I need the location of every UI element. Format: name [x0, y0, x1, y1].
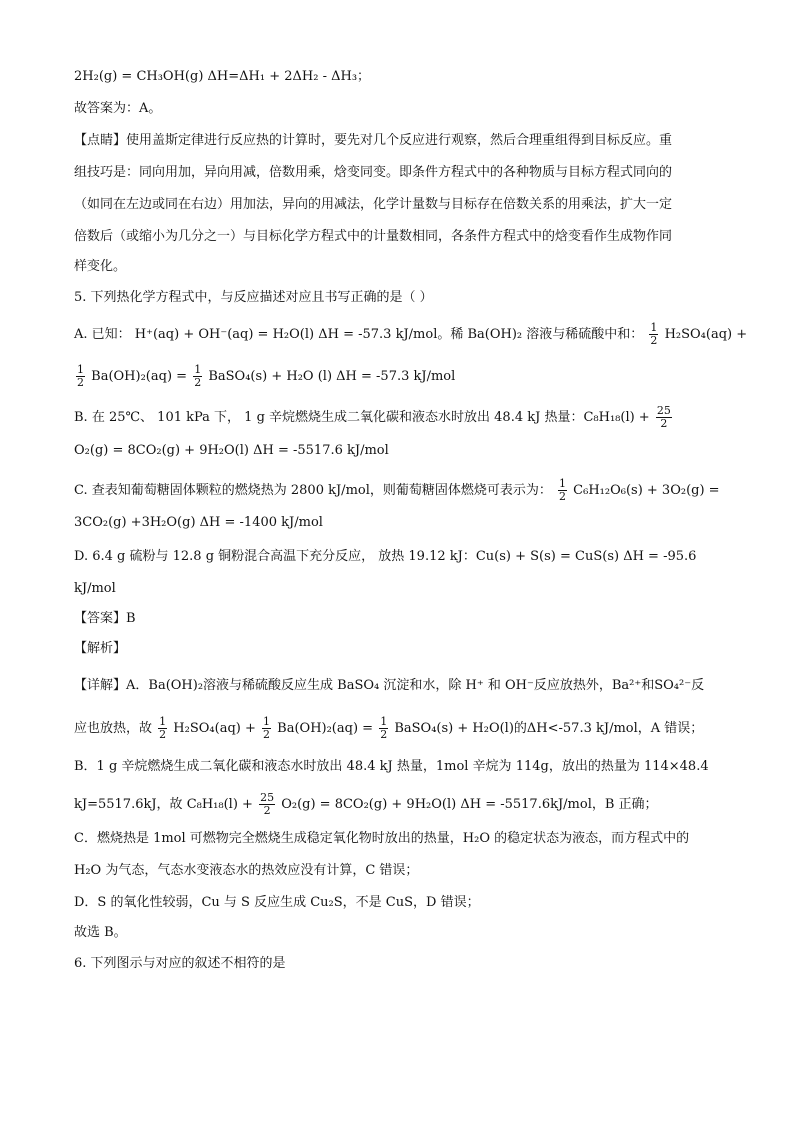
text-line: 故答案为：A。	[74, 101, 162, 116]
detail-line-6: H₂O 为气态，气态水变液态水的热效应没有计算，C 错误；	[74, 863, 419, 878]
detail-line-5: C．燃烧热是 1mol 可燃物完全燃烧生成稳定氧化物时放出的热量，H₂O 的稳定状态为液态，而方程式中的	[74, 831, 690, 846]
option-a-tail: H₂SO₄(aq) +	[664, 327, 748, 342]
question-5-title: 5. 下列热化学方程式中，与反应描述对应且书写正确的是（ ）	[74, 290, 433, 305]
option-b-line-2: O₂(g) = 8CO₂(g) + 9H₂O(l) ΔH = -5517.6 kJ/mol	[74, 443, 389, 458]
detail-part: O₂(g) = 8CO₂(g) + 9H₂O(l) ΔH = -5517.6kJ/mol，B 正确；	[281, 797, 658, 812]
option-a-line-1	[74, 322, 747, 347]
fraction-half: $\frac{1}{2}$	[559, 477, 567, 503]
detail-part: kJ=5517.6kJ，故 C₈H₁₈(l) +	[74, 797, 253, 812]
fraction-half: $\frac{1}{2}$	[380, 715, 388, 741]
fraction-half: $\frac{1}{2}$	[159, 715, 167, 741]
option-b-line-1	[74, 405, 674, 430]
text-line: 【点睛】使用盖斯定律进行反应热的计算时，要先对几个反应进行观察，然后合理重组得到目标反应。重	[74, 133, 673, 148]
question-6-title: 6. 下列图示与对应的叙述不相符的是	[74, 956, 286, 971]
detail-part: Ba(OH)₂(aq) =	[277, 721, 374, 736]
analysis-label: 【解析】	[74, 641, 127, 656]
detail-line-4	[74, 792, 658, 817]
option-a-part: Ba(OH)₂(aq) =	[91, 369, 188, 384]
option-c-line-1	[74, 478, 720, 503]
option-d-line-2: kJ/mol	[74, 581, 116, 596]
text-line: 倍数后（或缩小为几分之一）与目标化学方程式中的计量数相同，各条件方程式中的焓变看作生成物作同	[74, 229, 673, 244]
detail-line-8: 故选 B。	[74, 925, 127, 940]
text-line: 组技巧是：同向用加，异向用减，倍数用乘，焓变同变。即条件方程式中的各种物质与目标方程式同向的	[74, 165, 673, 180]
option-d-line-1: D. 6.4 g 硫粉与 12.8 g 铜粉混合高温下充分反应， 放热 19.12 kJ：Cu(s) + S(s) = CuS(s) ΔH = -95.6	[74, 549, 697, 564]
fraction-25-2: $\frac{25}{2}$	[656, 404, 671, 430]
option-a-text: A. 已知： H⁺(aq) + OH⁻(aq) = H₂O(l) ΔH = -57.3 kJ/mol。稀 Ba(OH)₂ 溶液与稀硫酸中和：	[74, 327, 644, 342]
detail-part: 应也放热，故	[74, 721, 153, 736]
detail-part: H₂SO₄(aq) +	[173, 721, 256, 736]
detail-part: BaSO₄(s) + H₂O(l)的ΔH<-57.3 kJ/mol，A 错误；	[394, 721, 704, 736]
detail-line-2	[74, 716, 703, 741]
option-b-text: B. 在 25℃、 101 kPa 下， 1 g 辛烷燃烧生成二氧化碳和液态水时放出 48.4 kJ 热量：C₈H₁₈(l) +	[74, 410, 650, 425]
detail-line-1: 【详解】A．Ba(OH)₂溶液与稀硫酸反应生成 BaSO₄ 沉淀和水，除 H⁺ 和 OH⁻反应放热外，Ba²⁺和SO₄²⁻反	[74, 678, 705, 693]
text-line: （如同在左边或同在右边）用加法，异向的用减法，化学计量数与目标存在倍数关系的用乘法，扩大一定	[74, 197, 673, 212]
text-line: 样变化。	[74, 259, 127, 274]
option-c-line-2: 3CO₂(g) +3H₂O(g) ΔH = -1400 kJ/mol	[74, 515, 323, 530]
fraction-half: $\frac{1}{2}$	[77, 363, 84, 389]
option-c-text: C. 查表知葡萄糖固体颗粒的燃烧热为 2800 kJ/mol，则葡萄糖固体燃烧可表示为：	[74, 483, 552, 498]
option-a-line-2	[74, 364, 455, 389]
fraction-25-2: $\frac{25}{2}$	[260, 791, 275, 817]
fraction-half: $\frac{1}{2}$	[650, 321, 658, 347]
option-c-tail: C₆H₁₂O₆(s) + 3O₂(g) =	[573, 483, 720, 498]
option-a-part: BaSO₄(s) + H₂O (l) ΔH = -57.3 kJ/mol	[208, 369, 456, 384]
text-line: 2H₂(g) = CH₃OH(g) ΔH=ΔH₁ + 2ΔH₂ - ΔH₃；	[74, 69, 371, 84]
fraction-half: $\frac{1}{2}$	[263, 715, 271, 741]
detail-line-3: B．1 g 辛烷燃烧生成二氧化碳和液态水时放出 48.4 kJ 热量，1mol 辛烷为 114g，放出的热量为 114×48.4	[74, 759, 709, 774]
detail-line-7: D．S 的氧化性较弱，Cu 与 S 反应生成 Cu₂S，不是 CuS，D 错误；	[74, 895, 480, 910]
fraction-half: $\frac{1}{2}$	[194, 363, 202, 389]
answer-label: 【答案】B	[74, 611, 136, 626]
